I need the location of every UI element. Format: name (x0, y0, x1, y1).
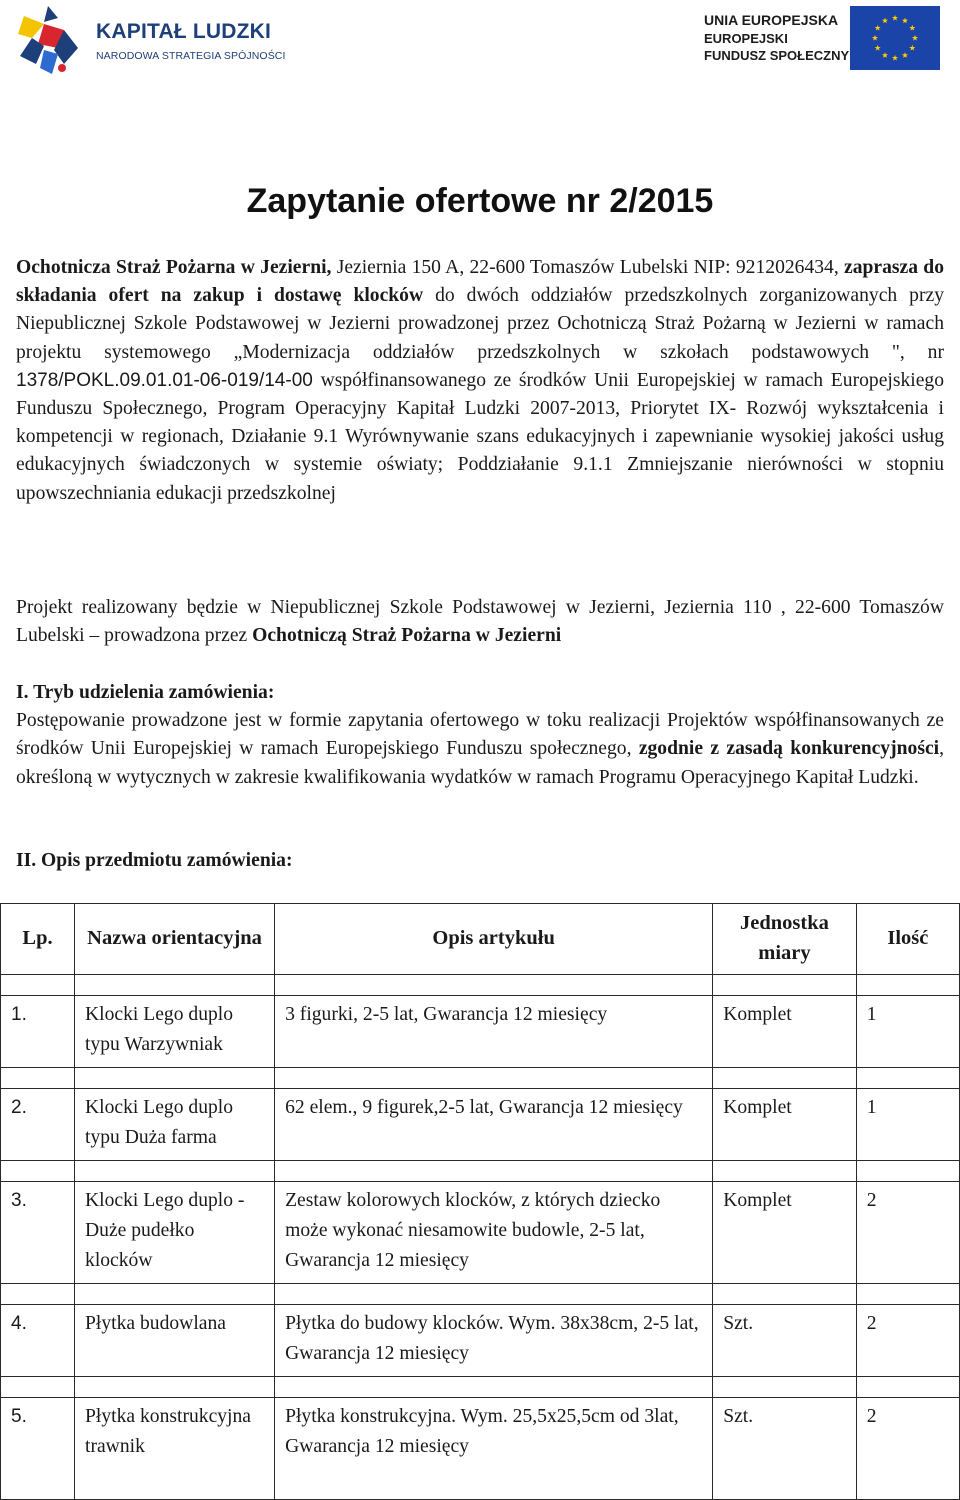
row-unit: Komplet (713, 996, 857, 1068)
row-lp: 4. (1, 1305, 75, 1377)
header-qty: Ilość (856, 904, 959, 975)
eu-star-icon (902, 52, 908, 58)
eu-star-icon (892, 15, 898, 21)
project-text: Projekt realizowany będzie w Niepublicznej Szkole Podstawowej w Jezierni, Jeziernia 110 , 22-600 Tomaszów Lubelski – prowadzona przez (16, 597, 944, 647)
row-name: Płytka konstrukcyjna trawnik (75, 1398, 275, 1500)
intro-address: Jeziernia 150 A, 22-600 Tomaszów Lubelski NIP: 9212026434, (331, 257, 845, 278)
row-unit: Komplet (713, 1089, 857, 1161)
eu-logo-line2: EUROPEJSKI (704, 31, 788, 46)
row-name: Klocki Lego duplo typu Duża farma (75, 1089, 275, 1161)
row-qty: 1 (856, 1089, 959, 1161)
project-number: 1378/POKL.09.01.01-06-019/14-00 (16, 369, 313, 391)
section-1-text-b: , określoną w wytycznych w zakresie kwalifikowania wydatków w ramach Programu Operacyjnego Kapitał Ludzki. (16, 738, 944, 788)
row-qty: 1 (856, 996, 959, 1068)
row-unit: Szt. (713, 1398, 857, 1500)
table-header-row (1, 904, 960, 975)
table-row (1, 996, 960, 1068)
section-1-text-bold: zgodnie z zasadą konkurencyjności (638, 738, 940, 760)
eu-star-icon (875, 25, 881, 31)
section-1-heading: I. Tryb udzielenia zamówienia: (16, 682, 275, 703)
eu-star-icon (875, 45, 881, 51)
eu-logo-line3: FUNDUSZ SPOŁECZNY (704, 48, 850, 63)
row-name: Klocki Lego duplo typu Warzywniak (75, 996, 275, 1068)
row-unit: Szt. (713, 1305, 857, 1377)
kapital-ludzki-logo (14, 4, 286, 78)
row-lp: 3. (1, 1182, 75, 1284)
section-1-text-a: Postępowanie prowadzone jest w formie zapytania ofertowego w toku realizacji Projektów współfinansowanych ze środków Unii Europejskiej w ramach Europejskiego Funduszu społecznego, (16, 710, 944, 760)
eu-star-icon (892, 55, 898, 61)
row-desc: Zestaw kolorowych klocków, z których dziecko może wykonać niesamowite budowle, 2-5 lat, Gwarancja 12 miesięcy (275, 1182, 713, 1284)
row-qty: 2 (856, 1398, 959, 1500)
eu-star-icon (909, 45, 915, 51)
row-desc: Płytka konstrukcyjna. Wym. 25,5x25,5cm od 3lat, Gwarancja 12 miesięcy (275, 1398, 713, 1500)
row-desc: 62 elem., 9 figurek,2-5 lat, Gwarancja 12 miesięcy (275, 1089, 713, 1161)
kapital-ludzki-title: KAPITAŁ LUDZKI (96, 20, 272, 43)
section-2-heading: II. Opis przedmiotu zamówienia: (16, 850, 293, 871)
intro-invite: zaprasza do składania ofert na zakup i dostawę klocków (16, 257, 944, 307)
eu-star-icon (909, 25, 915, 31)
kapital-ludzki-subtitle: NARODOWA STRATEGIA SPÓJNOŚCI (96, 50, 286, 62)
eu-star-icon (882, 52, 888, 58)
row-unit: Komplet (713, 1182, 857, 1284)
eu-star-icon (912, 35, 918, 41)
eu-flag-icon (850, 6, 940, 70)
intro-body2: współfinansowanego ze środków Unii Europejskiej w ramach Europejskiego Funduszu Społecznego, Program Operacyjny Kapitał Ludzki 2007-2013, Priorytet IX- Rozwój wykształcenia i kompetencji w regionach, Działanie 9.1 Wyrównywanie szans edukacyjnych i zapewnianie wysokiej jakości usług edukacyjnych świadczonych w systemie oświaty; Poddziałanie 9.1.1 Zmniejszanie nierówności w stopniu upowszechniania edukacji przedszkolnej (16, 369, 944, 504)
row-qty: 2 (856, 1182, 959, 1284)
table-row (1, 1089, 960, 1161)
header-name: Nazwa orientacyjna (75, 904, 275, 975)
section-2 (16, 847, 944, 875)
row-desc: 3 figurki, 2-5 lat, Gwarancja 12 miesięcy (275, 996, 713, 1068)
header-lp: Lp. (1, 904, 75, 975)
kapital-ludzki-emblem-icon (14, 4, 84, 78)
project-paragraph (16, 594, 944, 650)
eu-logo-line1: UNIA EUROPEJSKA (704, 12, 839, 28)
project-org: Ochotniczą Straż Pożarna w Jezierni (252, 625, 562, 647)
row-name: Płytka budowlana (75, 1305, 275, 1377)
row-name: Klocki Lego duplo -Duże pudełko klocków (75, 1182, 275, 1284)
header-desc: Opis artykułu (275, 904, 713, 975)
table-row (1, 1398, 960, 1500)
row-lp: 1. (1, 996, 75, 1068)
document-title: Zapytanie ofertowe nr 2/2015 (246, 182, 714, 220)
eu-star-icon (872, 35, 878, 41)
intro-body1: do dwóch oddziałów przedszkolnych zorganizowanych przy Niepublicznej Szkole Podstawowej w Jezierni prowadzonej przez Ochotniczą Straż Pożarną w Jezierni w ramach projektu systemowego „Modernizacja oddziałów przedszkolnych w szkołach podstawowych ", nr (16, 285, 944, 363)
row-desc: Płytka do budowy klocków. Wym. 38x38cm, 2-5 lat, Gwarancja 12 miesięcy (275, 1305, 713, 1377)
header-unit: Jednostka miary (713, 904, 857, 975)
section-1 (16, 679, 944, 792)
table-row (1, 1182, 960, 1284)
row-qty: 2 (856, 1305, 959, 1377)
intro-paragraph (16, 254, 944, 508)
row-lp: 5. (1, 1398, 75, 1500)
intro-org: Ochotnicza Straż Pożarna w Jezierni, (16, 257, 332, 278)
items-table (0, 903, 960, 1500)
eu-star-icon (882, 17, 888, 23)
eu-star-icon (902, 17, 908, 23)
eu-logo (704, 4, 944, 74)
row-lp: 2. (1, 1089, 75, 1161)
table-row (1, 1305, 960, 1377)
